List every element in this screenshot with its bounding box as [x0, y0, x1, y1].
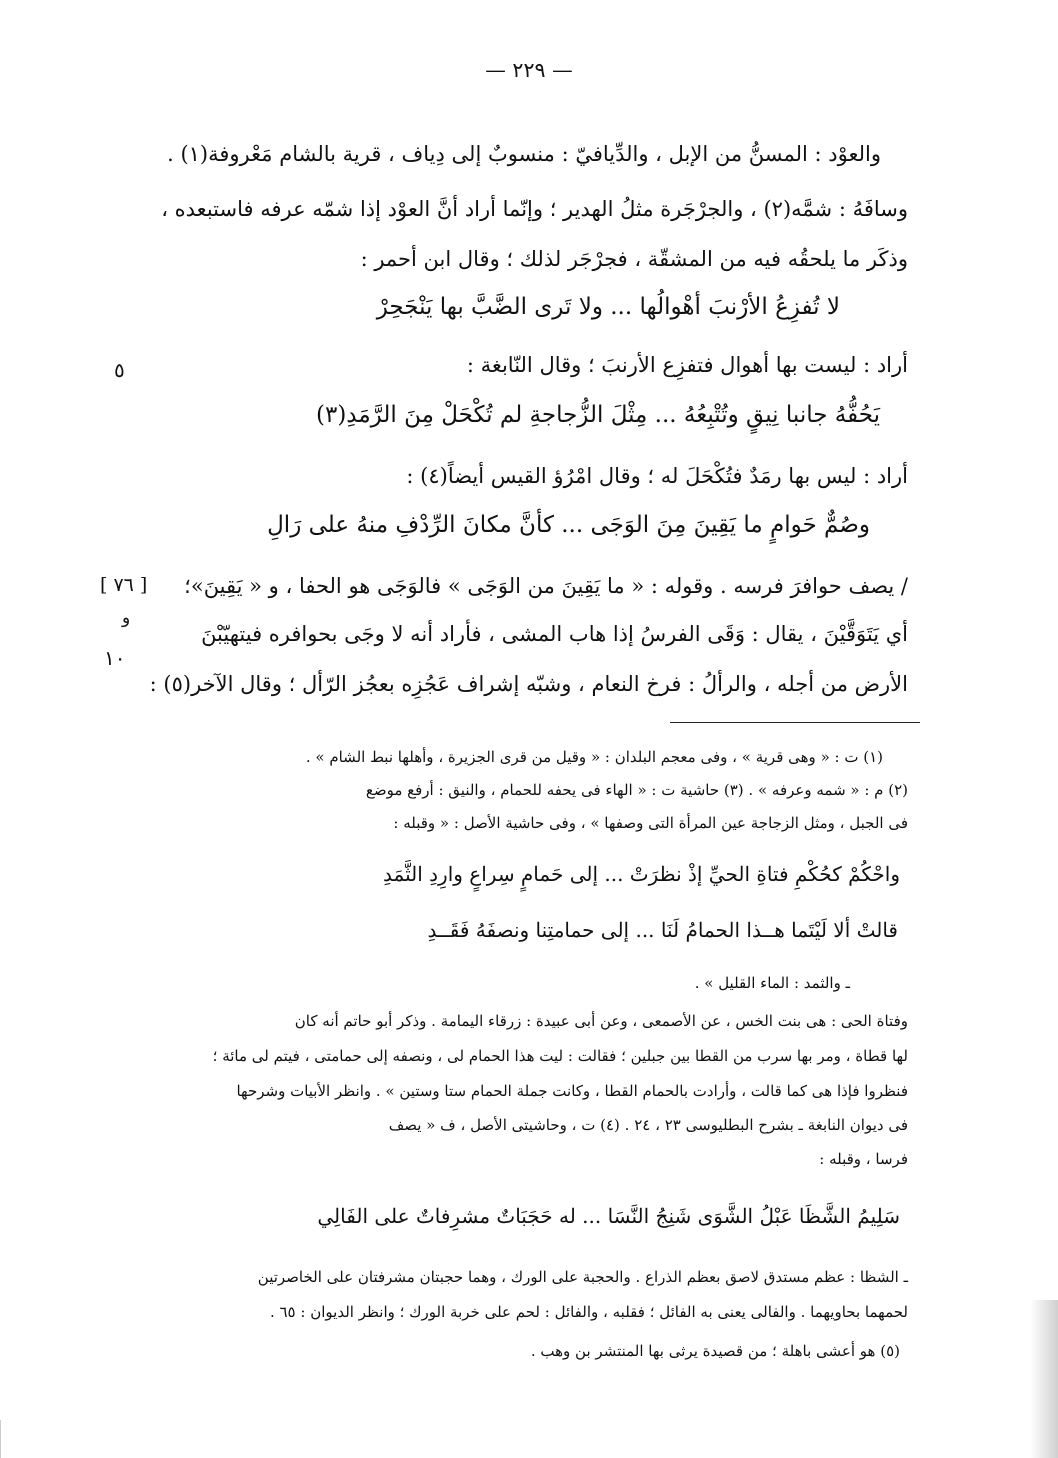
margin-conjunction: و [122, 608, 131, 628]
body-line-2: وسافَهُ : شمَّه(٢) ، والجرْجَرة مثلُ الهدير ؛ وإنّما أراد أنَّ العوْد إذا شمّه عرفه فاستبعده ، [161, 197, 908, 221]
footnote-line: ـ الشظا : عظم مستدق لاصق بعظم الذراع . والحجبة على الورك ، وهما حجبتان مشرفتان على الخاصرتين [257, 1268, 908, 1286]
footnote-line: لها قطاة ، ومر بها سرب من القطا بين جبلين ؛ فقالت : ليت هذا الحمام لى ، ونصفه إلى حمامتى ، فيتم لى مائة ؛ [212, 1047, 908, 1065]
verse-2: يَحُفُّهُ جانبا نِيقٍ وتُتْبِعُهُ ... مِثْلَ الزُّجاجةِ لم تُكْحَلْ مِنَ الرَّمَدِ(٣) [315, 402, 880, 428]
footnote-5: (٥) هو أعشى باهلة ؛ من قصيدة يرثى بها المنتشر بن وهب . [530, 1342, 900, 1360]
line-marker-10: ١٠ [104, 646, 126, 670]
margin-page-ref: [ ٧٦ ] [100, 574, 148, 596]
body-line-3: وذكَر ما يلحقُه فيه من المشقّة ، فجرْجَر لذلك ؛ وقال ابن أحمر : [360, 247, 908, 271]
verse-1: لا تُفزِعُ الأرْنبَ أهْوالُها ... ولا تَرى الضَّبَّ بها يَنْجَحِرْ [376, 294, 840, 320]
body-line-8: الأرض من أجله ، والرألُ : فرخ النعام ، وشبّه إشراف عَجُزِه بعجُز الرّأل ؛ وقال الآخر(٥) : [149, 672, 908, 696]
footnote-line: ـ والثمد : الماء القليل » . [694, 974, 850, 992]
body-line-6: / يصف حوافرَ فرسه . وقوله : « ما يَقِينَ من الوَجَى » فالوَجَى هو الحفا ، و « يَقِينَ»؛ [184, 574, 908, 598]
page-number: — ٢٢٩ — [485, 58, 573, 82]
body-line-1: والعوْد : المسنُّ من الإبل ، والدِّيافيّ : منسوبٌ إلى دِياف ، قرية بالشام مَعْروفة(١) . [167, 142, 881, 166]
footnote-verse-1: واحْكُمْ كحُكْمِ فتاةِ الحيِّ إذْ نظرَتْ ... إلى حَمامٍ سِراعٍ وارِدِ الثَّمَدِ [383, 862, 900, 886]
body-line-5: أراد : ليس بها رمَدٌ فتُكْحَلَ له ؛ وقال امْرُؤ القيس أيضاً(٤) : [406, 464, 908, 488]
body-line-4: أراد : ليست بها أهوال فتفزِع الأرنبَ ؛ وقال النّابغة : [466, 353, 908, 377]
page-edge-shadow [1030, 1300, 1058, 1458]
footnote-rule [670, 722, 920, 723]
footnote-line: لحمهما بحاويهما . والفالى يعنى به الفائل ؛ فقلبه ، والفائل : لحم على خربة الورك ؛ وانظر الديوان : ٦٥ . [269, 1303, 908, 1321]
footnote-4: فى ديوان النابغة ـ بشرح البطليوسى ٢٣ ، ٢٤ . (٤) ت ، وحاشيتى الأصل ، ف « يصف [388, 1116, 908, 1134]
footnote-line: فى الجبل ، ومثل الزجاجة عين المرأة التى وصفها » ، وفى حاشية الأصل : « وقبله : [393, 814, 908, 832]
verse-3: وصُمٌّ حَوامٍ ما يَقِينَ مِنَ الوَجَى ... كأنَّ مكانَ الرِّدْفِ منهُ على رَالِ [267, 512, 870, 538]
line-marker-5: ٥ [114, 358, 125, 382]
footnote-verse-3: سَلِيمُ الشَّظَا عَبْلُ الشَّوَى شَنِجُ النَّسَا ... له حَجَبَاتٌ مشرِفاتٌ على الفَالِي [317, 1204, 900, 1228]
footnote-verse-2: قالتْ ألا لَيْتَما هــذا الحمامُ لَنَا ... إلى حمامتِنا ونصفَهُ فَقَــدِ [427, 918, 898, 942]
footnote-2-3: (٢) م : « شمه وعرفه » . (٣) حاشية ت : « الهاء فى يحفه للحمام ، والنيق : أرفع موضع [365, 781, 908, 799]
footnote-line: فنظروا فإذا هى كما قالت ، وأرادت بالحمام القطا ، وكانت جملة الحمام ستا وستين » . وانظر الأبيات وشرحها [236, 1082, 908, 1100]
page-edge-line [0, 1420, 31, 1458]
footnote-line: فرسا ، وقبله : [819, 1150, 908, 1168]
body-line-7: أي يَتَوَقَّيْنَ ، يقال : وَقَى الفرسُ إذا هاب المشى ، فأراد أنه لا وجَى بحوافره فيتهيّبْنَ [201, 622, 908, 646]
footnote-1: (١) ت : « وهى قرية » ، وفى معجم البلدان : « وقيل من قرى الجزيرة ، وأهلها نبط الشام » . [305, 748, 883, 766]
footnote-line: وفتاة الحى : هى بنت الخس ، عن الأصمعى ، وعن أبى عبيدة : زرقاء اليمامة . وذكر أبو حاتم أنه كان [294, 1012, 908, 1030]
